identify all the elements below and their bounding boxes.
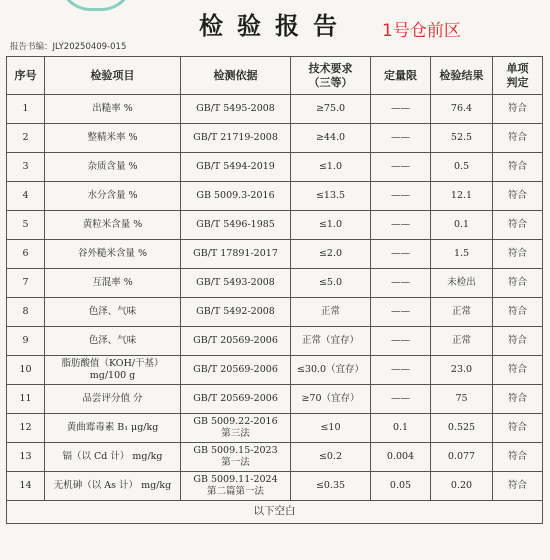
- technical-requirement: ≥70（宜存）: [291, 385, 371, 414]
- test-item: 色泽、气味: [45, 298, 181, 327]
- inspection-table: [6, 56, 543, 524]
- technical-requirement: ≥75.0: [291, 95, 371, 124]
- test-basis: GB 5009.11-2024 第二篇第一法: [181, 472, 291, 501]
- column-header: 定量限: [371, 57, 431, 95]
- table-row: [7, 95, 543, 124]
- test-item: 镉（以 Cd 计） mg/kg: [45, 443, 181, 472]
- row-number: 13: [7, 443, 45, 472]
- technical-requirement: 正常: [291, 298, 371, 327]
- technical-requirement: 正常（宜存）: [291, 327, 371, 356]
- single-judgement: 符合: [493, 182, 543, 211]
- table-row: [7, 443, 543, 472]
- test-item: 黄曲霉毒素 B₁ μg/kg: [45, 414, 181, 443]
- row-number: 1: [7, 95, 45, 124]
- row-number: 9: [7, 327, 45, 356]
- test-result: 75: [431, 385, 493, 414]
- single-judgement: 符合: [493, 124, 543, 153]
- test-result: 52.5: [431, 124, 493, 153]
- test-result: 23.0: [431, 356, 493, 385]
- table-row: [7, 414, 543, 443]
- table-row: [7, 269, 543, 298]
- technical-requirement: ≤2.0: [291, 240, 371, 269]
- table-row: [7, 472, 543, 501]
- single-judgement: 符合: [493, 443, 543, 472]
- test-result: 正常: [431, 327, 493, 356]
- test-basis: GB/T 5495-2008: [181, 95, 291, 124]
- test-basis: GB/T 17891-2017: [181, 240, 291, 269]
- technical-requirement: ≥44.0: [291, 124, 371, 153]
- row-number: 12: [7, 414, 45, 443]
- table-row: [7, 356, 543, 385]
- technical-requirement: ≤0.2: [291, 443, 371, 472]
- limit-of-quantitation: ——: [371, 327, 431, 356]
- test-basis: GB/T 5492-2008: [181, 298, 291, 327]
- limit-of-quantitation: ——: [371, 124, 431, 153]
- location-stamp: 1号仓前区: [382, 21, 461, 41]
- limit-of-quantitation: ——: [371, 153, 431, 182]
- test-basis: GB 5009.22-2016 第三法: [181, 414, 291, 443]
- test-basis: GB/T 5496-1985: [181, 211, 291, 240]
- row-number: 11: [7, 385, 45, 414]
- table-row: [7, 211, 543, 240]
- table-footer-row: [7, 501, 543, 524]
- single-judgement: 符合: [493, 95, 543, 124]
- single-judgement: 符合: [493, 414, 543, 443]
- technical-requirement: ≤10: [291, 414, 371, 443]
- test-item: 无机砷（以 As 计） mg/kg: [45, 472, 181, 501]
- limit-of-quantitation: 0.004: [371, 443, 431, 472]
- single-judgement: 符合: [493, 385, 543, 414]
- single-judgement: 符合: [493, 240, 543, 269]
- test-item: 品尝评分值 分: [45, 385, 181, 414]
- test-basis: GB 5009.15-2023 第一法: [181, 443, 291, 472]
- limit-of-quantitation: ——: [371, 269, 431, 298]
- test-item: 杂质含量 %: [45, 153, 181, 182]
- limit-of-quantitation: ——: [371, 356, 431, 385]
- column-header: 检验结果: [431, 57, 493, 95]
- test-result: 0.1: [431, 211, 493, 240]
- test-result: 0.20: [431, 472, 493, 501]
- test-item: 水分含量 %: [45, 182, 181, 211]
- test-result: 0.525: [431, 414, 493, 443]
- column-header: 检验项目: [45, 57, 181, 95]
- table-row: [7, 153, 543, 182]
- test-item: 互混率 %: [45, 269, 181, 298]
- single-judgement: 符合: [493, 269, 543, 298]
- technical-requirement: ≤1.0: [291, 211, 371, 240]
- limit-of-quantitation: ——: [371, 240, 431, 269]
- test-result: 0.077: [431, 443, 493, 472]
- technical-requirement: ≤5.0: [291, 269, 371, 298]
- row-number: 8: [7, 298, 45, 327]
- limit-of-quantitation: ——: [371, 182, 431, 211]
- limit-of-quantitation: 0.05: [371, 472, 431, 501]
- test-basis: GB 5009.3-2016: [181, 182, 291, 211]
- single-judgement: 符合: [493, 211, 543, 240]
- table-row: [7, 182, 543, 211]
- limit-of-quantitation: ——: [371, 385, 431, 414]
- column-header: 技术要求 （三等）: [291, 57, 371, 95]
- report-number: 报告书编：JLY20250409-015: [10, 42, 127, 52]
- single-judgement: 符合: [493, 327, 543, 356]
- single-judgement: 符合: [493, 298, 543, 327]
- test-result: 未检出: [431, 269, 493, 298]
- single-judgement: 符合: [493, 153, 543, 182]
- test-item: 整精米率 %: [45, 124, 181, 153]
- row-number: 6: [7, 240, 45, 269]
- test-item: 出糙率 %: [45, 95, 181, 124]
- test-result: 0.5: [431, 153, 493, 182]
- column-header: 单项 判定: [493, 57, 543, 95]
- test-item: 脂肪酸值（KOH/干基） mg/100 g: [45, 356, 181, 385]
- limit-of-quantitation: ——: [371, 95, 431, 124]
- single-judgement: 符合: [493, 356, 543, 385]
- table-row: [7, 385, 543, 414]
- row-number: 5: [7, 211, 45, 240]
- technical-requirement: ≤0.35: [291, 472, 371, 501]
- technical-requirement: ≤13.5: [291, 182, 371, 211]
- test-result: 1.5: [431, 240, 493, 269]
- row-number: 14: [7, 472, 45, 501]
- limit-of-quantitation: 0.1: [371, 414, 431, 443]
- test-basis: GB/T 20569-2006: [181, 356, 291, 385]
- test-basis: GB/T 20569-2006: [181, 327, 291, 356]
- row-number: 4: [7, 182, 45, 211]
- row-number: 3: [7, 153, 45, 182]
- report-title: 检验报告: [199, 11, 351, 40]
- test-item: 黄粒米含量 %: [45, 211, 181, 240]
- technical-requirement: ≤30.0（宜存）: [291, 356, 371, 385]
- test-basis: GB/T 21719-2008: [181, 124, 291, 153]
- table-row: [7, 240, 543, 269]
- table-row: [7, 298, 543, 327]
- limit-of-quantitation: ——: [371, 298, 431, 327]
- test-result: 正常: [431, 298, 493, 327]
- test-item: 谷外糙米含量 %: [45, 240, 181, 269]
- test-result: 12.1: [431, 182, 493, 211]
- test-basis: GB/T 5493-2008: [181, 269, 291, 298]
- test-basis: GB/T 20569-2006: [181, 385, 291, 414]
- single-judgement: 符合: [493, 472, 543, 501]
- table-row: [7, 327, 543, 356]
- test-basis: GB/T 5494-2019: [181, 153, 291, 182]
- limit-of-quantitation: ——: [371, 211, 431, 240]
- table-header-row: [7, 57, 543, 95]
- table-row: [7, 124, 543, 153]
- technical-requirement: ≤1.0: [291, 153, 371, 182]
- test-result: 76.4: [431, 95, 493, 124]
- row-number: 7: [7, 269, 45, 298]
- column-header: 序号: [7, 57, 45, 95]
- row-number: 10: [7, 356, 45, 385]
- column-header: 检测依据: [181, 57, 291, 95]
- row-number: 2: [7, 124, 45, 153]
- blank-note: 以下空白: [7, 501, 543, 524]
- test-item: 色泽、气味: [45, 327, 181, 356]
